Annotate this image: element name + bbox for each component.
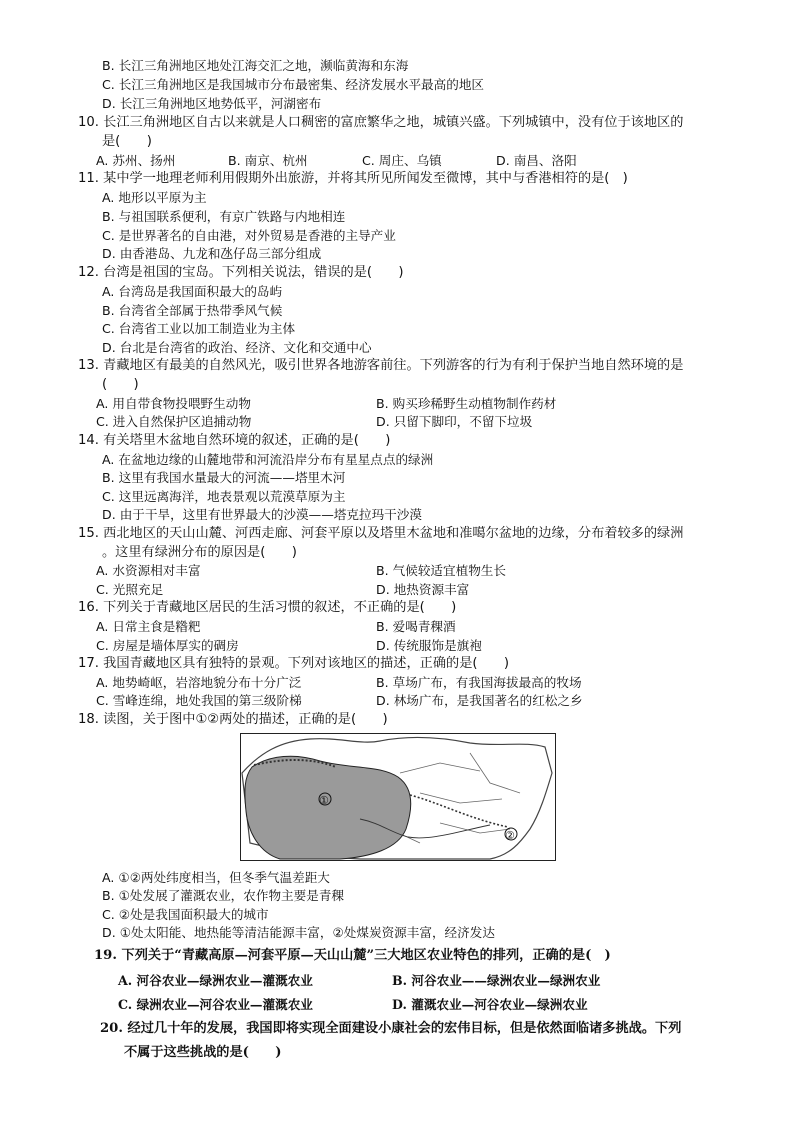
q17-option-c: C. 雪峰连绵，地处我国的第三级阶梯 (96, 693, 302, 708)
q14-option-b: B. 这里有我国水量最大的河流——塔里木河 (102, 470, 346, 485)
q9-option-b: B. 长江三角洲地区地处江海交汇之地，濒临黄海和东海 (102, 58, 409, 73)
marker-2: ② (505, 829, 515, 842)
q19-option-c: C. 绿洲农业—河谷农业—灌溉农业 (118, 997, 313, 1012)
q20-stem-cont: 不属于这些挑战的是( ) (124, 1045, 282, 1060)
q15-option-c: C. 光照充足 (96, 582, 164, 597)
q15-option-a: A. 水资源相对丰富 (96, 563, 201, 578)
q13-stem-cont: ( ) (102, 377, 139, 392)
q15-stem-cont: 。这里有绿洲分布的原因是( ) (102, 545, 297, 560)
q13-option-d: D. 只留下脚印，不留下垃圾 (376, 414, 533, 429)
q11-option-d: D. 由香港岛、九龙和氹仔岛三部分组成 (102, 246, 322, 261)
q15-option-b: B. 气候较适宜植物生长 (376, 563, 506, 578)
q10-option-c: C. 周庄、乌镇 (362, 153, 442, 168)
q14-option-d: D. 由于干旱，这里有世界最大的沙漠——塔克拉玛干沙漠 (102, 507, 422, 522)
q16-option-a: A. 日常主食是糌粑 (96, 619, 201, 634)
q15-option-d: D. 地热资源丰富 (376, 582, 470, 597)
q17-option-b: B. 草场广布，有我国海拔最高的牧场 (376, 675, 582, 690)
q13-stem: 13. 青藏地区有最美的自然风光，吸引世界各地游客前往。下列游客的行为有利于保护当地自然环境的是 (78, 358, 684, 373)
q16-option-d: D. 传统服饰是旗袍 (376, 638, 482, 653)
q16-stem: 16. 下列关于青藏地区居民的生活习惯的叙述，不正确的是( ) (78, 600, 457, 615)
q18-option-c: C. ②处是我国面积最大的城市 (102, 907, 269, 922)
q16-option-b: B. 爱喝青稞酒 (376, 619, 456, 634)
q13-option-c: C. 进入自然保护区追捕动物 (96, 414, 252, 429)
q9-option-d: D. 长江三角洲地区地势低平，河湖密布 (102, 96, 322, 111)
q12-option-b: B. 台湾省全部属于热带季风气候 (102, 303, 283, 318)
q11-option-a: A. 地形以平原为主 (102, 190, 207, 205)
q18-option-d: D. ①处太阳能、地热能等清洁能源丰富，②处煤炭资源丰富，经济发达 (102, 925, 495, 940)
q20-stem: 20. 经过几十年的发展，我国即将实现全面建设小康社会的宏伟目标，但是依然面临诸多挑战。下列 (100, 1021, 682, 1036)
q19-option-d: D. 灌溉农业—河谷农业—绿洲农业 (392, 997, 588, 1012)
q12-stem: 12. 台湾是祖国的宝岛。下列相关说法，错误的是( ) (78, 265, 404, 280)
china-region-map (240, 733, 556, 861)
q10-stem-cont: 是( ) (102, 134, 152, 149)
q11-stem: 11. 某中学一地理老师利用假期外出旅游，并将其所见所闻发至微博，其中与香港相符的是( ) (78, 171, 628, 186)
q17-option-d: D. 林场广布，是我国著名的红松之乡 (376, 693, 583, 708)
q19-option-a: A. 河谷农业—绿洲农业—灌溉农业 (118, 973, 313, 988)
q10-stem: 10. 长江三角洲地区自古以来就是人口稠密的富庶繁华之地，城镇兴盛。下列城镇中，没有位于该地区的 (78, 115, 684, 130)
q14-stem: 14. 有关塔里木盆地自然环境的叙述，正确的是( ) (78, 433, 391, 448)
q17-stem: 17. 我国青藏地区具有独特的景观。下列对该地区的描述，正确的是( ) (78, 656, 510, 671)
q18-option-b: B. ①处发展了灌溉农业，农作物主要是青稞 (102, 888, 345, 903)
q16-option-c: C. 房屋是墙体厚实的碉房 (96, 638, 239, 653)
q13-option-b: B. 购买珍稀野生动植物制作药材 (376, 396, 557, 411)
q9-option-c: C. 长江三角洲地区是我国城市分布最密集、经济发展水平最高的地区 (102, 77, 485, 92)
q19-option-b: B. 河谷农业——绿洲农业—绿洲农业 (392, 973, 601, 988)
qinghai-tibet-plateau (245, 756, 411, 859)
q15-stem: 15. 西北地区的天山山麓、河西走廊、河套平原以及塔里木盆地和准噶尔盆地的边缘，分布着较多的绿洲 (78, 526, 684, 541)
q14-option-c: C. 这里远离海洋，地表景观以荒漠草原为主 (102, 489, 346, 504)
marker-1: ① (319, 794, 329, 807)
q10-option-b: B. 南京、杭州 (228, 153, 308, 168)
q11-option-c: C. 是世界著名的自由港，对外贸易是香港的主导产业 (102, 228, 396, 243)
q12-option-c: C. 台湾省工业以加工制造业为主体 (102, 321, 296, 336)
q10-option-d: D. 南昌、洛阳 (496, 153, 577, 168)
q12-option-a: A. 台湾岛是我国面积最大的岛屿 (102, 284, 283, 299)
q18-option-a: A. ①②两处纬度相当，但冬季气温差距大 (102, 870, 330, 885)
q12-option-d: D. 台北是台湾省的政治、经济、文化和交通中心 (102, 340, 372, 355)
q11-option-b: B. 与祖国联系便利，有京广铁路与内地相连 (102, 209, 346, 224)
q13-option-a: A. 用自带食物投喂野生动物 (96, 396, 251, 411)
q17-option-a: A. 地势崎岖，岩溶地貌分布十分广泛 (96, 675, 302, 690)
q19-stem: 19. 下列关于“青藏高原—河套平原—天山山麓”三大地区农业特色的排列，正确的是( ) (94, 948, 611, 963)
q10-option-a: A. 苏州、扬州 (96, 153, 176, 168)
q14-option-a: A. 在盆地边缘的山麓地带和河流沿岸分布有星星点点的绿洲 (102, 452, 434, 467)
q18-stem: 18. 读图，关于图中①②两处的描述，正确的是( ) (78, 712, 388, 727)
